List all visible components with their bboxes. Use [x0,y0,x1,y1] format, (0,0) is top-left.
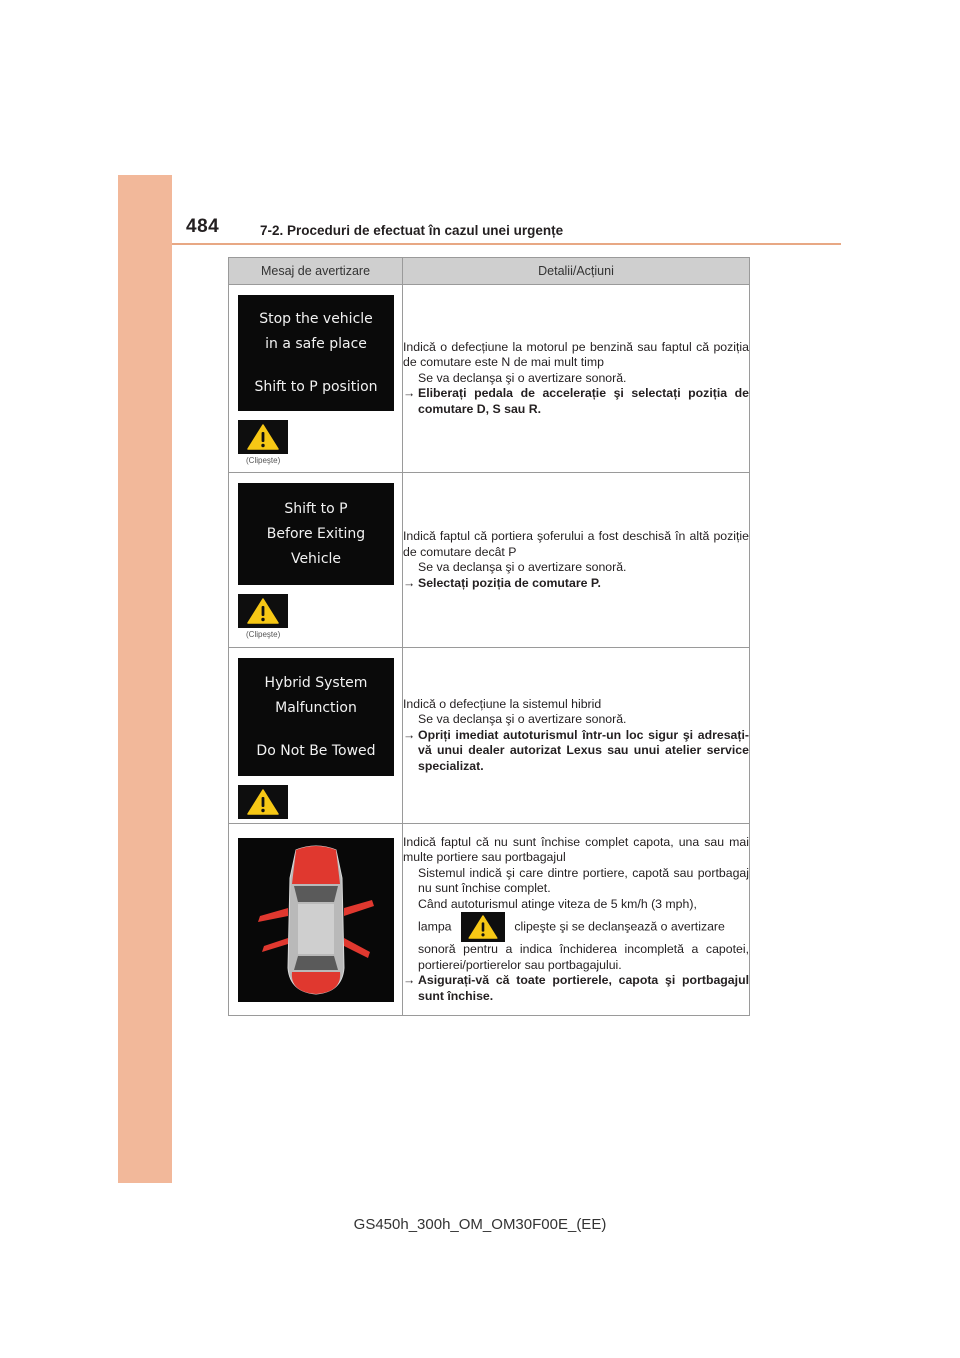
screen-line: Vehicle [290,550,342,567]
section-title: 7-2. Proceduri de efectuat în cazul unei urgențe [260,223,564,238]
action-text: Opriți imediat autoturismul într-un loc sigur şi adresați-vă unui dealer autorizat Lexus sau unui atelier service specializat. [418,727,749,773]
table-row [229,473,750,648]
car-doors-open-icon [238,838,394,1002]
detail-note: Se va declanşa şi o avertizare sonoră. [418,712,627,727]
detail-main: Indică faptul că portiera şoferului a fost deschisă în altă poziție de comutare decât P [403,529,749,559]
detail-action [403,386,749,417]
display-screen [238,295,394,411]
screen-line: in a safe place [265,335,367,352]
warning-triangle-icon [238,594,288,628]
detail-action [403,728,749,775]
screen-line: Before Exiting [266,525,366,542]
chapter-side-band [118,175,172,1183]
screen-line: Do Not Be Towed [256,742,376,759]
lamp-caption: (Clipeşte) [246,456,281,465]
footer-doc-code: GS450h_300h_OM_OM30F00E_(EE) [353,1216,607,1233]
detail-note: Se va declanşa şi o avertizare sonoră. [418,560,627,574]
lamp-text-before: lampa [418,919,452,934]
arrow-right-icon: → [403,386,416,401]
warning-triangle-icon [238,785,288,819]
arrow-right-icon: → [403,575,416,590]
display-screen [238,483,394,585]
header-details: Detalii/Acțiuni [403,258,750,285]
table-header-row [229,258,750,285]
warning-messages-table [228,257,750,1016]
header-message: Mesaj de avertizare [229,258,403,285]
warning-triangle-icon [238,420,288,454]
details-cell [403,648,750,824]
message-cell [229,648,403,824]
message-cell [229,285,403,473]
table-row [229,285,750,473]
arrow-right-icon: → [403,727,416,742]
page-number: 484 [186,216,220,237]
lamp-text-after: clipeşte şi se declanşează o avertizare [514,919,725,934]
action-text: Asigurați-vă că toate portierele, capota şi portbagajul sunt închise. [418,973,749,1003]
action-text: Eliberați pedala de accelerație şi selectați poziția de comutare D, S sau R. [418,386,749,416]
detail-main: Indică o defecțiune la motorul pe benzină sau faptul că poziția de comutare este N de mai mult timp [403,339,749,370]
detail-action [403,973,749,1004]
screen-line: Shift to P [284,500,348,517]
screen-line: Hybrid System [264,674,368,691]
details-cell [403,473,750,648]
action-text: Selectați poziția de comutare P. [418,575,601,590]
lamp-caption: (Clipeşte) [246,630,281,639]
detail-main: Indică o defecțiune la sistemul hibrid [403,696,602,711]
arrow-right-icon: → [403,973,416,988]
table-row [229,648,750,824]
detail-note: Sistemul indică şi care dintre portiere, capotă sau portbagaj nu sunt închise complet. [418,865,749,896]
screen-line: Malfunction [275,699,357,716]
warning-triangle-icon [461,912,505,942]
screen-line: Stop the vehicle [259,310,373,327]
header-rule [172,243,841,245]
detail-note: sonoră pentru a indica închiderea incompletă a capotei, portierei/portierelor sau portbagajului. [418,942,749,972]
display-screen [238,658,394,776]
detail-main: Indică faptul că nu sunt închise complet capota, una sau mai multe portiere sau portbagajul [403,834,749,865]
screen-line: Shift to P position [254,378,378,395]
message-cell [229,824,403,1016]
detail-action [403,576,749,592]
details-cell [403,285,750,473]
message-cell [229,473,403,648]
table-row [229,824,750,1016]
detail-note: Când autoturismul atinge viteza de 5 km/h (3 mph), [418,896,697,911]
details-cell [403,824,750,1016]
detail-lamp-line [403,912,749,942]
detail-note: Se va declanşa şi o avertizare sonoră. [418,370,627,385]
